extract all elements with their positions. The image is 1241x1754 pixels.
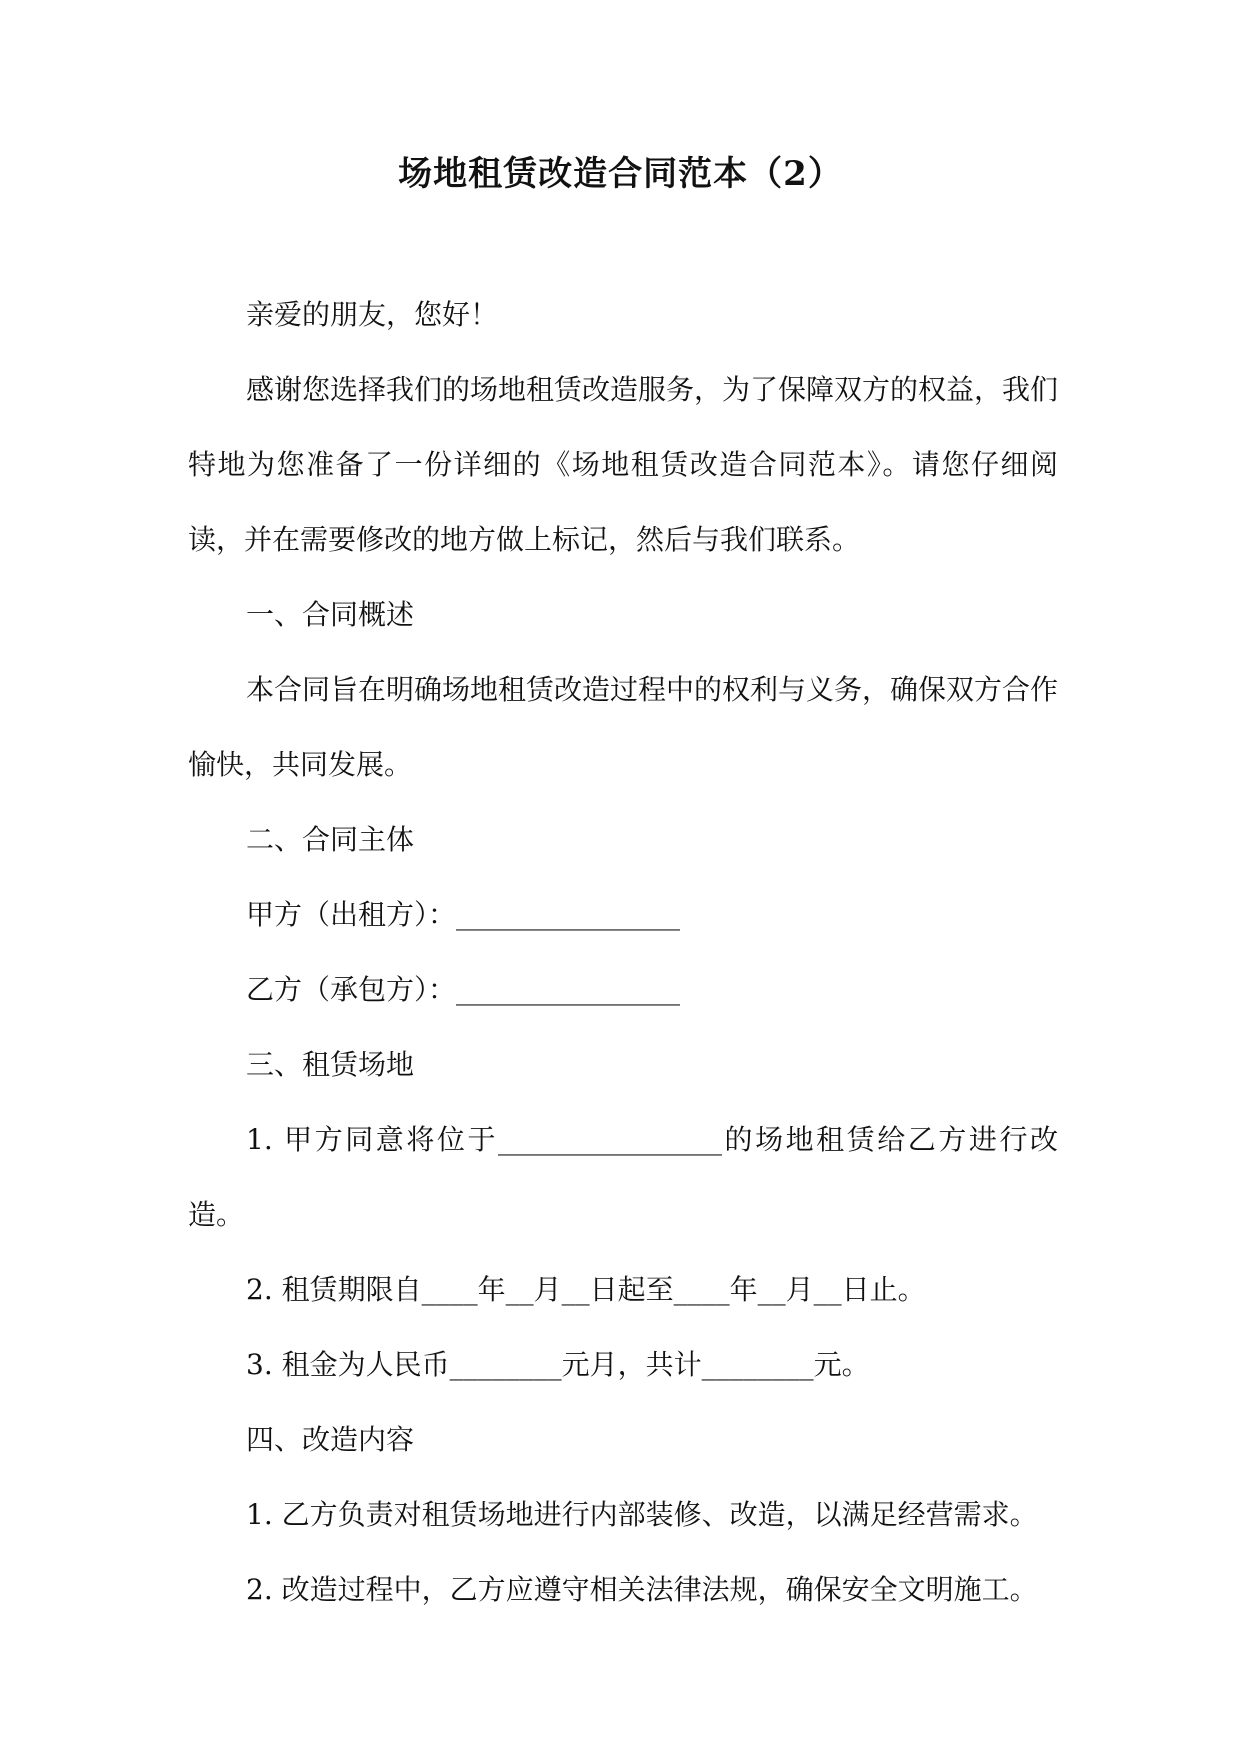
premises-clause-3: 3. 租金为人民币________元月，共计________元。 <box>246 1348 870 1381</box>
section-heading-premises: 三、租赁场地 <box>246 1048 415 1081</box>
document-title: 场地租赁改造合同范本（2） <box>398 154 843 194</box>
renovation-clause-2: 2. 改造过程中，乙方应遵守相关法律法规，确保安全文明施工。 <box>246 1573 1038 1606</box>
section-heading-renovation: 四、改造内容 <box>246 1423 415 1456</box>
party-a-line: 甲方（出租方）：________________ <box>246 898 681 931</box>
premises-clause-2: 2. 租赁期限自____年__月__日起至____年__月__日止。 <box>246 1273 926 1306</box>
premises-clause-1: 1. 甲方同意将位于________________的场地租赁给乙方进行改造。 <box>188 1123 1058 1231</box>
overview-paragraph: 本合同旨在明确场地租赁改造过程中的权利与义务，确保双方合作愉快，共同发展。 <box>188 673 1059 781</box>
intro-paragraph: 感谢您选择我们的场地租赁改造服务，为了保障双方的权益，我们特地为您准备了一份详细的《场地租赁改造合同范本》。请您仔细阅读，并在需要修改的地方做上标记，然后与我们联系。 <box>188 373 1059 556</box>
document-body <box>188 277 1058 1627</box>
greeting-paragraph: 亲爱的朋友，您好！ <box>246 298 499 331</box>
section-heading-overview: 一、合同概述 <box>246 598 415 631</box>
section-heading-parties: 二、合同主体 <box>246 823 415 856</box>
party-b-line: 乙方（承包方）：________________ <box>246 973 681 1006</box>
renovation-clause-1: 1. 乙方负责对租赁场地进行内部装修、改造，以满足经营需求。 <box>246 1498 1038 1531</box>
